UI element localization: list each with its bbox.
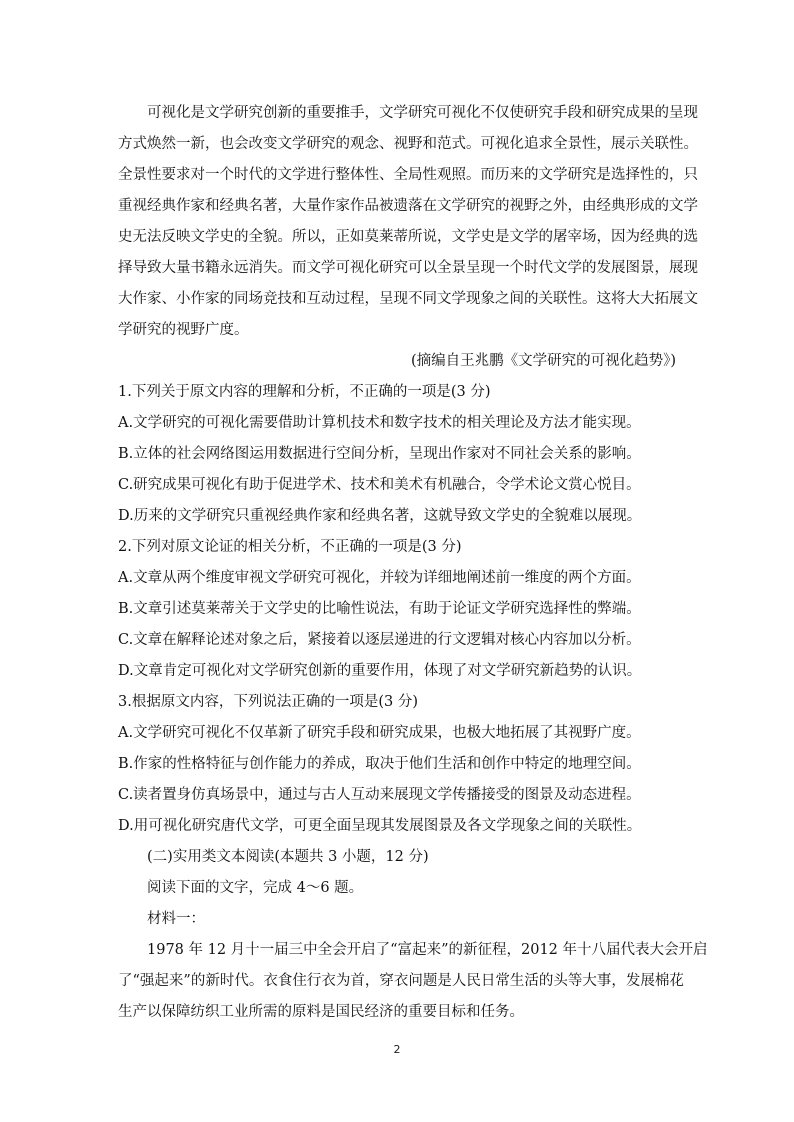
text-line: 方式焕然一新，也会改变文学研究的观念、视野和范式。可视化追求全景性，展示关联性。: [118, 136, 698, 152]
text-line: 全景性要求对一个时代的文学进行整体性、全局性观照。而历来的文学研究是选择性的，只: [118, 167, 698, 183]
option-c: C.读者置身仿真场景中，通过与古人互动来展现文学传播接受的图景及动态进程。: [118, 787, 641, 803]
section-heading: (二)实用类文本阅读(本题共 3 小题，12 分): [147, 849, 429, 865]
text-line: 1978 年 12 月十一届三中全会开启了“富起来”的新征程，2012 年十八届代表大会开启: [147, 942, 708, 958]
document-page: [118, 98, 708, 1028]
material-label: 材料一：: [147, 911, 205, 927]
option-a: A.文学研究的可视化需要借助计算机技术和数字技术的相关理论及方法才能实现。: [118, 415, 641, 431]
text-line: 大作家、小作家的同场竞技和互动过程，呈现不同文学现象之间的关联性。这将大大拓展文: [118, 291, 698, 307]
text-line: 了“强起来”的新时代。衣食住行衣为首，穿衣问题是人民日常生活的头等大事，发展棉花: [118, 973, 684, 989]
question-1: [118, 377, 676, 532]
passage-paragraph-2: [118, 935, 708, 1028]
text-line: 可视化是文学研究创新的重要推手，文学研究可视化不仅使研究手段和研究成果的呈现: [147, 105, 698, 121]
option-c: C.文章在解释论述对象之后，紧接着以逐层递进的行文逻辑对核心内容加以分析。: [118, 632, 641, 648]
question-stem: 3.根据原文内容，下列说法正确的一项是(3 分): [118, 694, 418, 710]
option-c: C.研究成果可视化有助于促进学术、技术和美术有机融合，令学术论文赏心悦目。: [118, 477, 641, 493]
question-stem: 1.下列关于原文内容的理解和分析，不正确的一项是(3 分): [118, 384, 491, 400]
question-stem: 2.下列对原文论证的相关分析，不正确的一项是(3 分): [118, 539, 462, 555]
instruction: 阅读下面的文字，完成 4～6 题。: [147, 880, 364, 896]
text-line: 择导致大量书籍永远消失。而文学可视化研究可以全景呈现一个时代文学的发展图景，展现: [118, 260, 698, 276]
page-number: 2: [393, 1043, 401, 1056]
text-line: 重视经典作家和经典名著，大量作家作品被遗落在文学研究的视野之外，由经典形成的文学: [118, 198, 698, 214]
passage-paragraph-1: [118, 98, 698, 346]
question-2: [118, 532, 676, 687]
option-d: D.历来的文学研究只重视经典作家和经典名著，这就导致文学史的全貌难以展现。: [118, 508, 642, 524]
option-d: D.用可视化研究唐代文学，可更全面呈现其发展图景及各文学现象之间的关联性。: [118, 818, 642, 834]
text-line: 生产以保障纺织工业所需的原料是国民经济的重要目标和任务。: [118, 1004, 524, 1020]
text-line: 史无法反映文学史的全貌。所以，正如莫莱蒂所说，文学史是文学的屠宰场，因为经典的选: [118, 229, 698, 245]
text-line: 学研究的视野广度。: [118, 322, 249, 338]
question-3: [118, 687, 676, 842]
source-citation: (摘编自王兆鹏《文学研究的可视化趋势》): [410, 353, 676, 369]
option-a: A.文章从两个维度审视文学研究可视化，并较为详细地阐述前一维度的两个方面。: [118, 570, 641, 586]
option-a: A.文学研究可视化不仅革新了研究手段和研究成果，也极大地拓展了其视野广度。: [118, 725, 641, 741]
option-b: B.立体的社会网络图运用数据进行空间分析，呈现出作家对不同社会关系的影响。: [118, 446, 641, 462]
option-b: B.文章引述莫莱蒂关于文学史的比喻性说法，有助于论证文学研究选择性的弊端。: [118, 601, 641, 617]
option-d: D.文章肯定可视化对文学研究创新的重要作用，体现了对文学研究新趋势的认识。: [118, 663, 642, 679]
option-b: B.作家的性格特征与创作能力的养成，取决于他们生活和创作中特定的地理空间。: [118, 756, 641, 772]
